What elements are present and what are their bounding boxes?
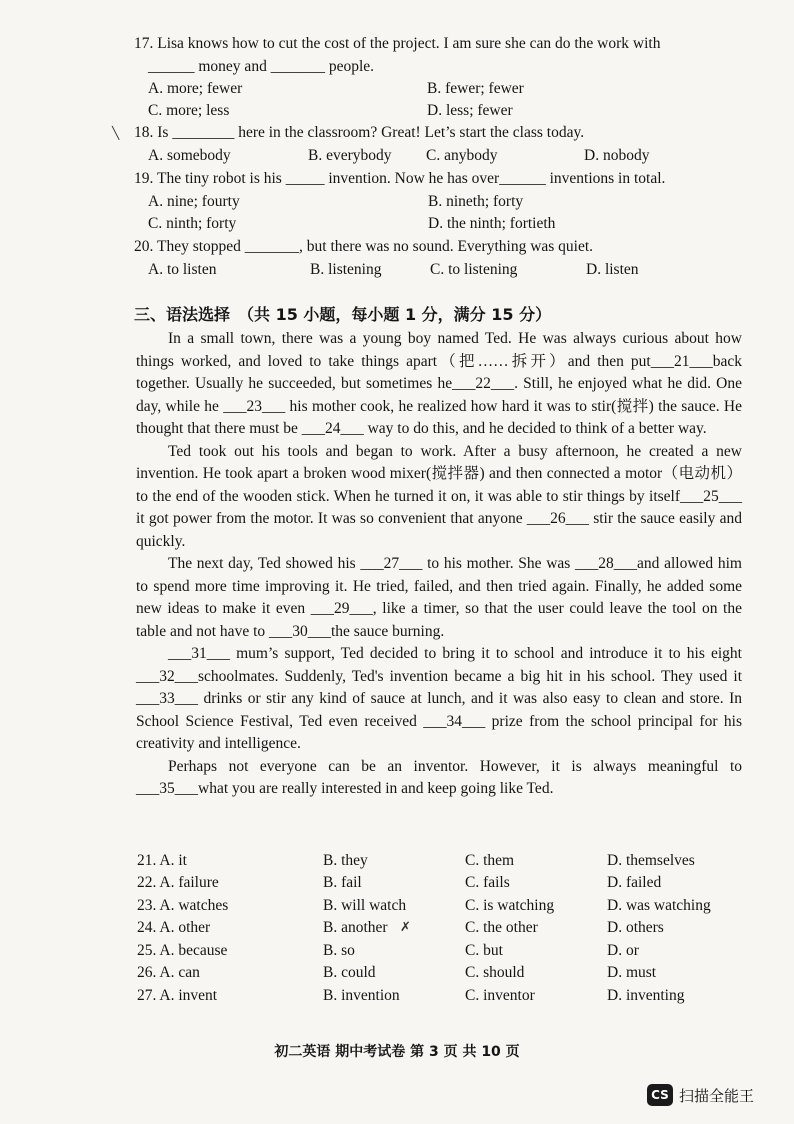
question-17-stem: 17. Lisa knows how to cut the cost of the project. I am sure she can do the work with [134, 35, 661, 52]
question-18-option-b: B. everybody [308, 147, 392, 164]
answer-24-b: B. another [323, 919, 388, 936]
question-19-option-a: A. nine; fourty [148, 193, 240, 210]
cross-mark-icon: ✗ [400, 919, 411, 934]
passage-paragraph-2: Ted took out his tools and began to work. After a busy afternoon, he created a new invention. He took apart a broken wood mixer(搅拌器) and then connected a motor（电动机） to the end of the wooden stick. When he turned it on, it was able to stir things by itself___25___ it got power from the motor. It was so convenient that anyone ___26___ stir the sauce easily and quickly. [136, 442, 742, 550]
answer-26-c: C. should [465, 964, 525, 981]
watermark-text: 扫描全能王 [679, 1086, 755, 1105]
answer-26-b: B. could [323, 964, 376, 981]
camscanner-logo-icon: CS [647, 1084, 673, 1106]
question-17-option-c: C. more; less [148, 102, 230, 119]
question-20-option-b: B. listening [310, 261, 382, 278]
answer-23-c: C. is watching [465, 897, 555, 914]
passage-paragraph-3: The next day, Ted showed his ___27___ to his mother. She was ___28___and allowed him to spend more time improving it. He tried, failed, and then tried again. Finally, he added some new ideas to make it even ___29___, like a timer, so that the user could leave the tool on the table and not have to ___30___the sauce burning. [136, 555, 742, 640]
page-footer: 初二英语 期中考试卷 第 3 页 共 10 页 [274, 1044, 520, 1060]
answer-23-b: B. will watch [323, 897, 407, 914]
scanner-watermark [647, 1084, 754, 1106]
answer-24-c: C. the other [465, 919, 538, 936]
question-20-option-c: C. to listening [430, 261, 518, 278]
answer-27-b: B. invention [323, 987, 400, 1004]
question-18-option-c: C. anybody [426, 147, 498, 164]
passage [136, 328, 742, 801]
answer-24-d: D. others [607, 919, 664, 936]
question-19-option-d: D. the ninth; fortieth [428, 215, 556, 232]
question-18-stem: 18. Is ________ here in the classroom? Great! Let’s start the class today. [134, 124, 585, 141]
answer-21-a: 21. A. it [137, 852, 187, 869]
answer-25-c: C. but [465, 942, 503, 959]
question-19-option-b: B. nineth; forty [428, 193, 524, 210]
question-20-stem: 20. They stopped _______, but there was no sound. Everything was quiet. [134, 238, 594, 255]
passage-paragraph-4: ___31___ mum’s support, Ted decided to bring it to school and introduce it to his eight ___32___schoolmates. Suddenly, Ted's invention became a big hit in his school. They used it ___33___ drinks or stir any kind of sauce at lunch, and it was also easy to clean and store. In School Science Festival, Ted even received ___34___ prize from the school principal for his creativity and intelligence. [136, 645, 742, 752]
question-19-stem: 19. The tiny robot is his _____ invention. Now he has over______ inventions in total. [134, 170, 666, 187]
answer-22-b: B. fail [323, 874, 362, 891]
question-20-option-a: A. to listen [148, 261, 217, 278]
question-17-option-b: B. fewer; fewer [427, 80, 524, 97]
section-heading: 三、语法选择 （共 15 小题，每小题 1 分，满分 15 分） [134, 305, 552, 324]
question-18-option-a: A. somebody [148, 147, 231, 164]
question-17-option-a: A. more; fewer [148, 80, 243, 97]
answer-27-c: C. inventor [465, 987, 535, 1004]
answer-23-a: 23. A. watches [137, 897, 229, 914]
question-17-option-d: D. less; fewer [427, 102, 513, 119]
answer-21-b: B. they [323, 852, 368, 869]
question-17-stem-cont: ______ money and _______ people. [148, 58, 375, 75]
answer-21-c: C. them [465, 852, 515, 869]
question-20-option-d: D. listen [586, 261, 639, 278]
passage-paragraph-1: In a small town, there was a young boy named Ted. He was always curious about how things worked, and loved to take things apart（把……拆开）and then put___21___back together. Usually he succeeded, but sometimes he___22___. Still, he enjoyed what he did. One day, while he ___23___ his mother cook, he realized how hard it was to stir(搅拌) the sauce. He thought that there must be ___24___ way to do this, and he decided to think of a better way. [136, 330, 742, 437]
answer-26-d: D. must [607, 964, 657, 981]
answer-22-d: D. failed [607, 874, 662, 891]
answer-27-d: D. inventing [607, 987, 685, 1004]
answer-25-d: D. or [607, 942, 639, 959]
passage-paragraph-5: Perhaps not everyone can be an inventor. However, it is always meaningful to ___35___what you are really interested in and keep going like Ted. [136, 757, 742, 797]
answer-25-a: 25. A. because [137, 942, 228, 959]
answer-27-a: 27. A. invent [137, 987, 218, 1004]
answer-22-a: 22. A. failure [137, 874, 219, 891]
answer-24-a: 24. A. other [137, 919, 211, 936]
question-19-option-c: C. ninth; forty [148, 215, 237, 232]
pen-mark: ╲ [112, 126, 120, 140]
question-18-option-d: D. nobody [584, 147, 650, 164]
answer-25-b: B. so [323, 942, 355, 959]
answer-21-d: D. themselves [607, 852, 695, 869]
answer-22-c: C. fails [465, 874, 510, 891]
answer-23-d: D. was watching [607, 897, 711, 914]
answer-26-a: 26. A. can [137, 964, 200, 981]
